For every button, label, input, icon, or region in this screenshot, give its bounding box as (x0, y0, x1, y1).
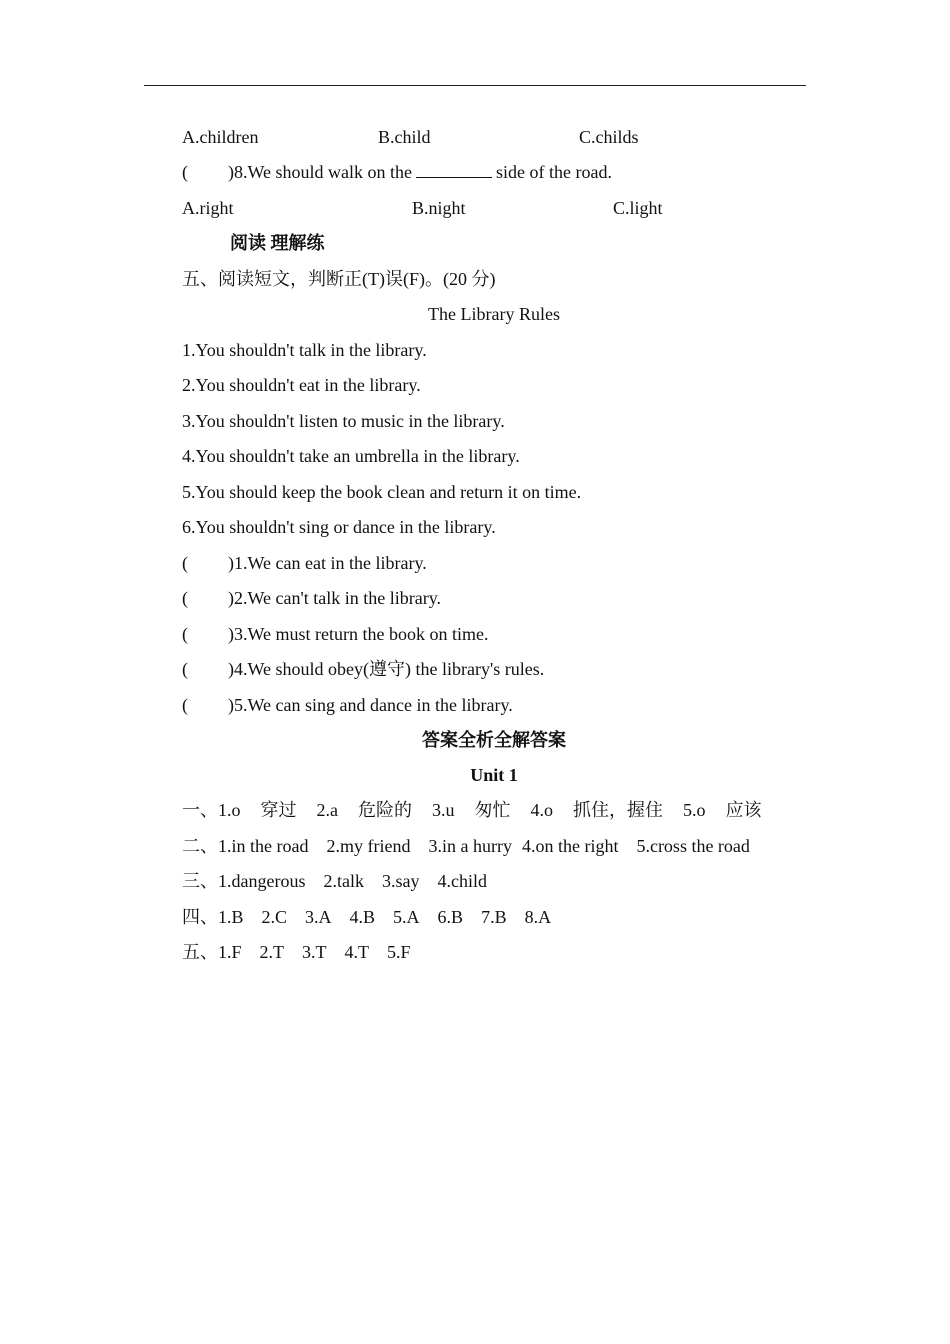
answer-item: 6.B (437, 907, 464, 927)
answer-item: 8.A (524, 907, 552, 927)
answer-sec5 (182, 940, 411, 964)
answer-item: 四、1.B (182, 907, 244, 927)
answer-item: 4.on the right (521, 836, 619, 856)
q8-option-b: B.night (412, 198, 466, 218)
answer-item: 3.u (432, 800, 455, 820)
answer-item: 4.T (344, 942, 370, 962)
q8-text-before: )8.We should walk on the (228, 162, 413, 182)
statement-3 (182, 622, 489, 646)
q7-option-c: C.childs (579, 127, 639, 147)
answer-item: 3.A (305, 907, 332, 927)
answer-item: 4.child (437, 871, 487, 891)
rule-6: 6.You shouldn't sing or dance in the library. (182, 517, 496, 537)
answer-item: 3.in a hurry (428, 836, 512, 856)
answer-item: 穿过 (260, 800, 297, 820)
answer-item: 二、1.in the road (182, 836, 309, 856)
rule-5: 5.You should keep the book clean and return it on time. (182, 482, 582, 502)
passage-title: The Library Rules (428, 304, 560, 324)
answer-paren: ( (182, 162, 188, 182)
answer-item: 2.my friend (326, 836, 411, 856)
answer-item: 7.B (481, 907, 507, 927)
answer-sec2 (182, 834, 750, 858)
answer-sec3 (182, 869, 487, 893)
answer-item: 一、1.o (182, 800, 241, 820)
answer-item: 5.o (683, 800, 706, 820)
answer-item: 4.o (530, 800, 553, 820)
answer-item: 应该 (725, 800, 762, 820)
statement-2 (182, 586, 441, 610)
answer-item: 抓住，握住 (573, 800, 663, 820)
section5-title: 五、阅读短文，判断正(T)误(F)。(20 分) (182, 269, 496, 289)
answer-item: 2.C (261, 907, 288, 927)
answer-item: 三、1.dangerous (182, 871, 306, 891)
statement-text: )1.We can eat in the library. (228, 553, 427, 573)
answer-item: 5.F (387, 942, 411, 962)
answer-sec1 (182, 798, 762, 822)
answer-paren: ( (182, 624, 188, 644)
answer-paren: ( (182, 588, 188, 608)
q7-option-a: A.children (182, 127, 259, 147)
rule-3: 3.You shouldn't listen to music in the library. (182, 411, 505, 431)
answer-paren: ( (182, 553, 188, 573)
answer-item: 4.B (349, 907, 376, 927)
answer-title: 答案全析全解答案 (422, 730, 566, 750)
answer-item: 3.say (381, 871, 420, 891)
answer-paren: ( (182, 695, 188, 715)
answer-paren: ( (182, 659, 188, 679)
rule-4: 4.You shouldn't take an umbrella in the library. (182, 446, 520, 466)
statement-text: )5.We can sing and dance in the library. (228, 695, 513, 715)
rule-1: 1.You shouldn't talk in the library. (182, 340, 427, 360)
statement-1 (182, 551, 427, 575)
answer-item: 5.cross the road (636, 836, 750, 856)
answer-item: 2.talk (323, 871, 364, 891)
answer-item: 2.T (259, 942, 285, 962)
answer-item: 匆忙 (474, 800, 511, 820)
answer-item: 2.a (316, 800, 338, 820)
statement-text: )2.We can't talk in the library. (228, 588, 442, 608)
rule-2: 2.You shouldn't eat in the library. (182, 375, 421, 395)
statement-5 (182, 693, 513, 717)
q7-option-b: B.child (378, 127, 431, 147)
question-8 (182, 160, 612, 184)
header-rule (144, 85, 806, 86)
statement-text: )3.We must return the book on time. (228, 624, 489, 644)
answer-item: 五、1.F (182, 942, 242, 962)
answer-item: 5.A (393, 907, 420, 927)
q8-option-c: C.light (613, 198, 663, 218)
q8-option-a: A.right (182, 198, 234, 218)
answer-item: 3.T (302, 942, 327, 962)
statement-text: )4.We should obey(遵守) the library's rules. (228, 659, 545, 679)
answer-sec4 (182, 905, 551, 929)
section-heading: 阅读 理解练 (230, 233, 325, 253)
unit-title: Unit 1 (470, 765, 518, 785)
answer-item: 危险的 (358, 800, 412, 820)
q8-text-after: side of the road. (496, 162, 612, 182)
q8-blank (416, 161, 492, 178)
statement-4 (182, 657, 544, 681)
